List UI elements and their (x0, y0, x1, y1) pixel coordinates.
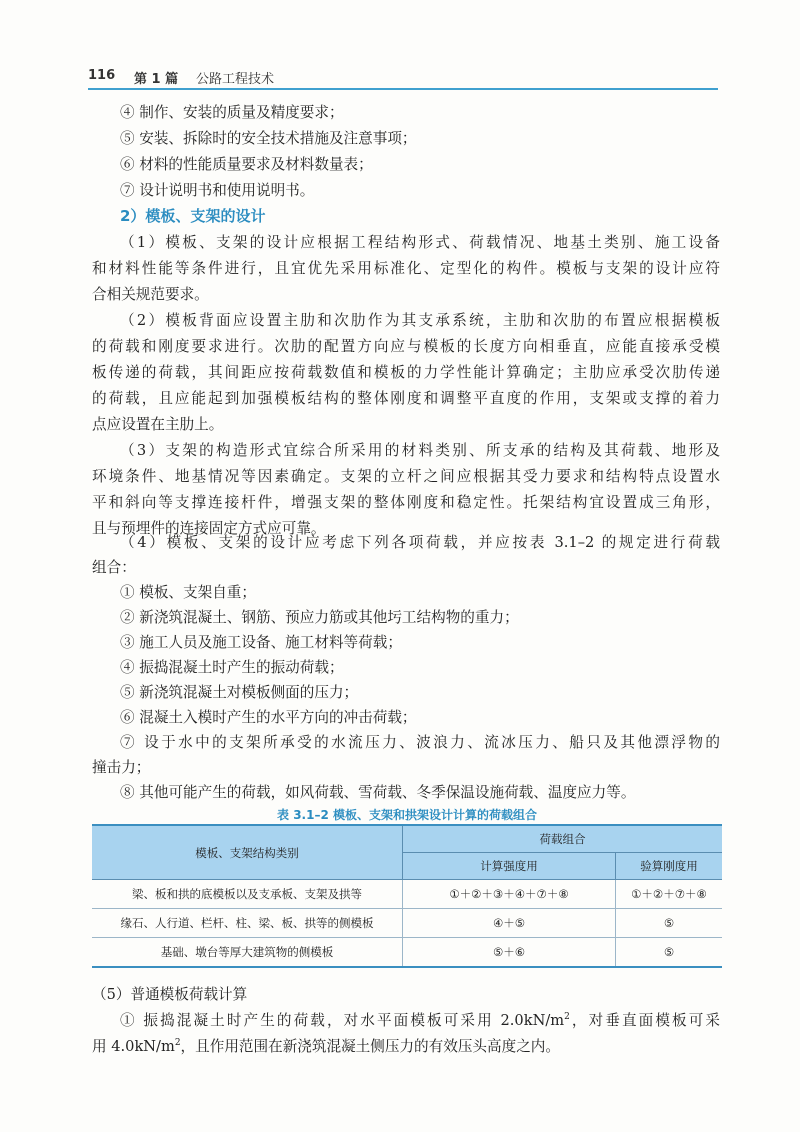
superscript: 2 (174, 1038, 181, 1049)
paragraph-line: 平和斜向等支撑连接杆件，增强支架的整体刚度和稳定性。托架结构宜设置成三角形， (92, 494, 720, 511)
cell-category: 缘石、人行道、栏杆、柱、梁、板、拱等的侧模板 (92, 909, 403, 938)
paragraph-line: （2）模板背面应设置主肋和次肋作为其支承系统，主肋和次肋的布置应根据模板 (120, 312, 720, 329)
cell-category: 基础、墩台等厚大建筑物的侧模板 (92, 938, 403, 968)
list-item: ③ 施工人员及施工设备、施工材料等荷载； (120, 634, 402, 651)
paragraph-line (120, 1008, 720, 1034)
table-caption: 表 3.1–2 模板、支架和拱架设计计算的荷载组合 (277, 808, 537, 822)
paragraph-line: 组合： (92, 559, 136, 576)
cell-strength: ①＋②＋③＋④＋⑦＋⑧ (403, 880, 616, 909)
column-header-category: 模板、支架结构类别 (92, 825, 403, 880)
cell-stiffness: ⑤ (616, 909, 723, 938)
column-header-group: 荷载组合 (403, 825, 723, 853)
para5-line1-end: ，对垂直面模板可采 (569, 1012, 720, 1029)
cell-strength: ⑤＋⑥ (403, 938, 616, 968)
table-row (92, 938, 722, 968)
table-row (92, 880, 722, 909)
paragraph-line: 的荷载，且应能起到加强模板结构的整体刚度和调整平直度的作用，支架或支撑的着力 (92, 390, 720, 407)
cell-category: 梁、板和拱的底模板以及支承板、支架及拱等 (92, 880, 403, 909)
cell-stiffness: ①＋②＋⑦＋⑧ (616, 880, 723, 909)
paragraph-line: （1）模板、支架的设计应根据工程结构形式、荷载情况、地基土类别、施工设备 (120, 234, 720, 251)
list-item: ④ 振捣混凝土时产生的振动荷载； (120, 659, 344, 676)
para5-line2-end: ，且作用范围在新浇筑混凝土侧压力的有效压头高度之内。 (180, 1038, 560, 1055)
paragraph-line: 且与预埋件的连接固定方式应可靠。 (92, 520, 326, 537)
list-item: ④ 制作、安装的质量及精度要求； (120, 104, 344, 121)
paragraph-line: 合相关规范要求。 (92, 286, 209, 303)
list-item: ⑦ 设于水中的支架所承受的水流压力、波浪力、流冰压力、船只及其他漂浮物的 (120, 734, 720, 751)
section-heading: 2）模板、支架的设计 (120, 207, 266, 225)
para5-line2-start: 用 4.0kN/m (92, 1038, 175, 1055)
load-combination-table (92, 824, 722, 968)
part-title: 公路工程技术 (196, 72, 275, 87)
list-item-continuation: 撞击力； (92, 759, 151, 776)
paragraph-line: 的荷载和刚度要求进行。次肋的配置方向应与模板的长度方向相垂直，应能直接承受模 (92, 338, 720, 355)
page-number: 116 (88, 68, 116, 83)
cell-stiffness: ⑤ (616, 938, 723, 968)
column-header-stiffness: 验算刚度用 (616, 853, 723, 880)
list-item: ⑤ 安装、拆除时的安全技术措施及注意事项； (120, 130, 417, 147)
column-header-strength: 计算强度用 (403, 853, 616, 880)
list-item: ⑤ 新浇筑混凝土对模板侧面的压力； (120, 684, 359, 701)
list-item: ② 新浇筑混凝土、钢筋、预应力筋或其他圬工结构物的重力； (120, 609, 519, 626)
list-item: ⑦ 设计说明书和使用说明书。 (120, 182, 315, 199)
running-header (88, 64, 718, 88)
list-item: ⑥ 材料的性能质量要求及材料数量表； (120, 156, 373, 173)
part-label: 第 1 篇 (134, 72, 179, 87)
para5-line1-start: ① 振捣混凝土时产生的荷载，对水平面模板可采用 2.0kN/m (120, 1012, 565, 1029)
list-item: ① 模板、支架自重； (120, 584, 256, 601)
paragraph-line: 点应设置在主肋上。 (92, 416, 224, 433)
header-rule (88, 88, 718, 90)
cell-strength: ④＋⑤ (403, 909, 616, 938)
list-item: ⑧ 其他可能产生的荷载，如风荷载、雪荷载、冬季保温设施荷载、温度应力等。 (120, 784, 636, 801)
table-row (92, 909, 722, 938)
paragraph-line (92, 1034, 720, 1060)
paragraph-line: （3）支架的构造形式宜综合所采用的材料类别、所支承的结构及其荷载、地形及 (120, 442, 720, 459)
paragraph-line: 板传递的荷载，其间距应按荷载数值和模板的力学性能计算确定；主肋应承受次肋传递 (92, 364, 720, 381)
paragraph-line: 和材料性能等条件进行，且宜优先采用标准化、定型化的构件。模板与支架的设计应符 (92, 260, 720, 277)
list-item: ⑥ 混凝土入模时产生的水平方向的冲击荷载； (120, 709, 417, 726)
paragraph-line: （4）模板、支架的设计应考虑下列各项荷载，并应按表 3.1–2 的规定进行荷载 (120, 534, 720, 551)
superscript: 2 (564, 1012, 570, 1023)
subsection-heading: （5）普通模板荷载计算 (92, 986, 248, 1003)
paragraph-line: 环境条件、地基情况等因素确定。支架的立杆之间应根据其受力要求和结构特点设置水 (92, 468, 720, 485)
